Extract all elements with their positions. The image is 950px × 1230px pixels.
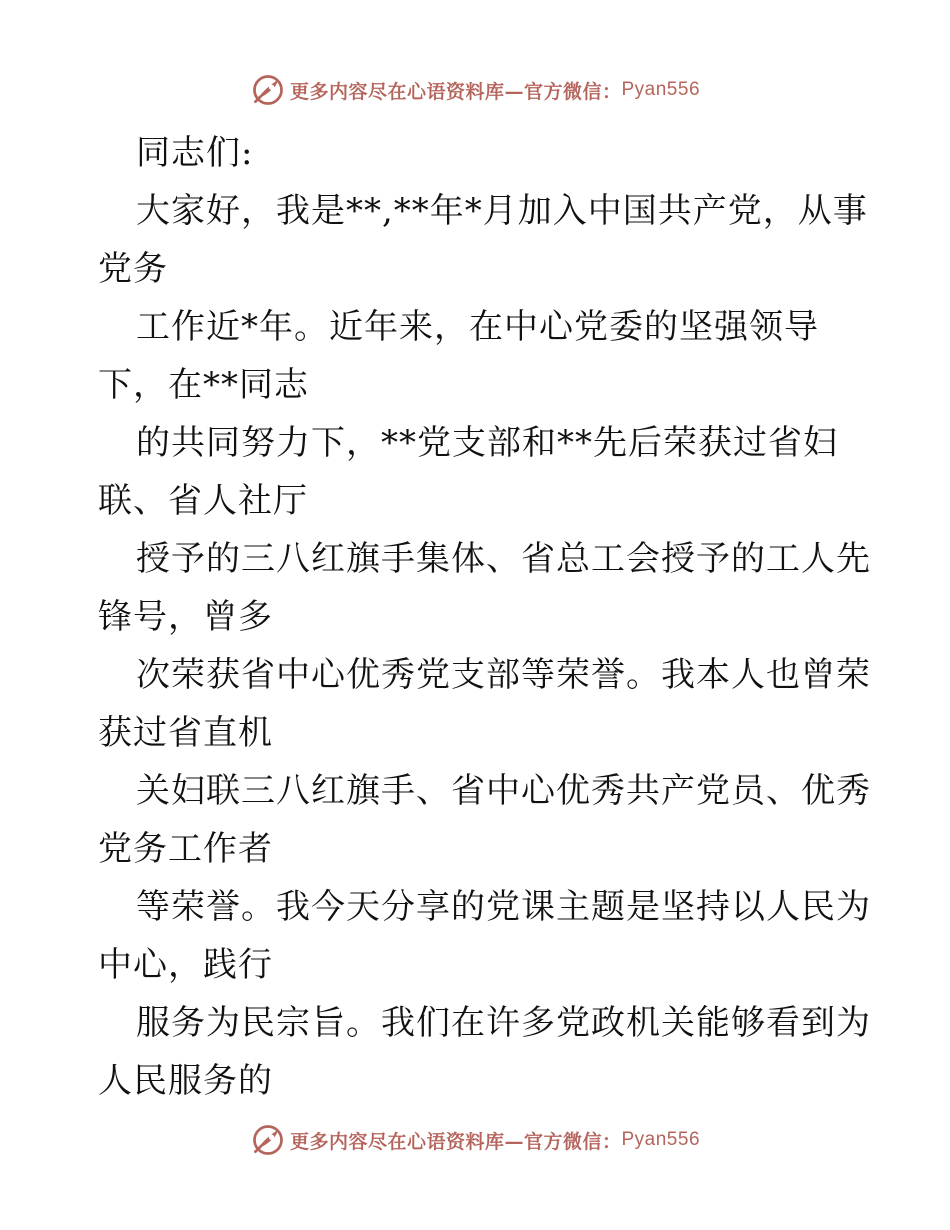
text-line: 党务 xyxy=(98,249,168,289)
text-line: 等荣誉。我今天分享的党课主题是坚持以人民为 xyxy=(136,887,871,927)
pen-nib-logo-icon xyxy=(250,72,286,108)
header-banner-account: Pyan556 xyxy=(621,79,701,100)
text-line: 次荣获省中心优秀党支部等荣誉。我本人也曾荣 xyxy=(136,655,871,695)
text-line: 联、省人社厅 xyxy=(98,481,308,521)
text-line: 中心，践行 xyxy=(98,945,273,985)
text-line: 人民服务的 xyxy=(98,1061,273,1101)
text-line: 的共同努力下，**党支部和**先后荣获过省妇 xyxy=(136,423,838,463)
text-line: 锋号，曾多 xyxy=(98,597,273,637)
text-line: 同志们: xyxy=(136,133,254,173)
pen-nib-logo-icon xyxy=(250,1122,286,1158)
speech-body xyxy=(98,124,871,1110)
footer-banner xyxy=(0,1122,950,1158)
footer-banner-text: 更多内容尽在心语资料库—官方微信： xyxy=(289,1130,622,1153)
text-line: 授予的三八红旗手集体、省总工会授予的工人先 xyxy=(136,539,871,579)
text-line: 下，在**同志 xyxy=(98,365,309,405)
header-banner-text: 更多内容尽在心语资料库—官方微信： xyxy=(289,80,622,103)
footer-banner-account: Pyan556 xyxy=(621,1129,701,1150)
text-line: 工作近*年。近年来，在中心党委的坚强领导 xyxy=(136,307,819,347)
text-line: 获过省直机 xyxy=(98,713,273,753)
text-line: 关妇联三八红旗手、省中心优秀共产党员、优秀 xyxy=(136,771,871,811)
header-banner xyxy=(0,72,950,108)
text-line: 大家好，我是**,**年*月加入中国共产党，从事 xyxy=(136,191,868,231)
text-line: 党务工作者 xyxy=(98,829,273,869)
text-line: 服务为民宗旨。我们在许多党政机关能够看到为 xyxy=(136,1003,871,1043)
